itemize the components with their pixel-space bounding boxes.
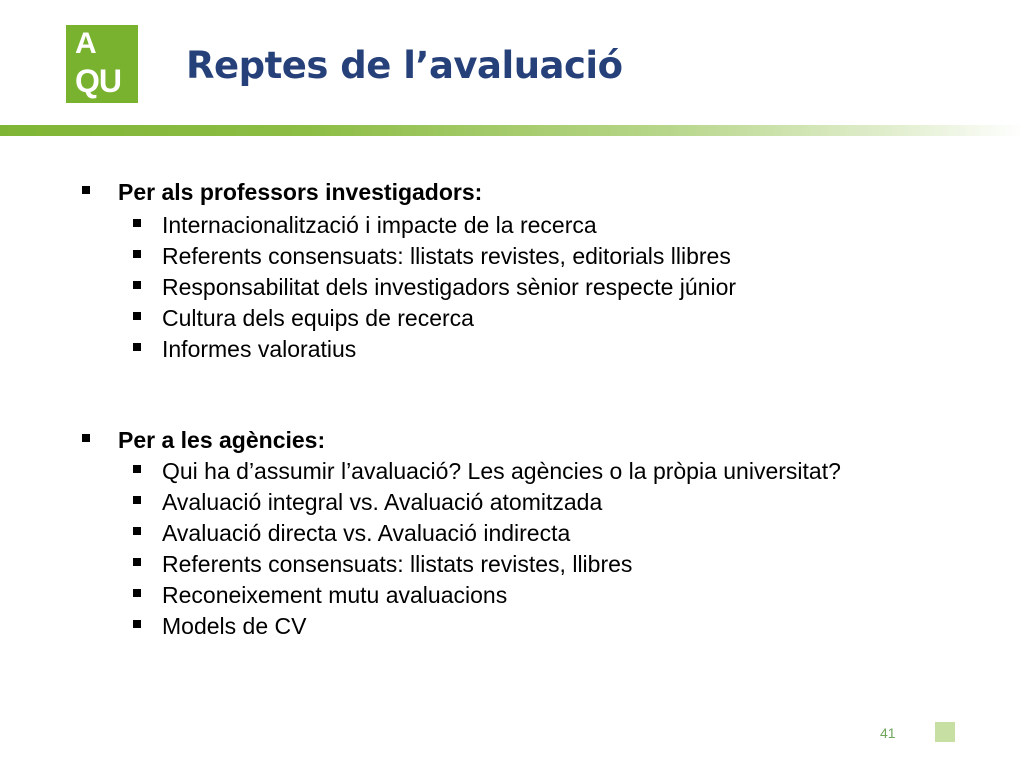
logo-letters-qu: QU	[75, 63, 121, 99]
bullet-icon	[133, 281, 141, 289]
slide-title: Reptes de l’avaluació	[186, 44, 623, 87]
bullet-icon	[133, 558, 141, 566]
bullet-icon	[133, 465, 141, 473]
bullet-icon	[82, 434, 90, 442]
list-item: Reconeixement mutu avaluacions	[162, 582, 508, 608]
list-item: Cultura dels equips de recerca	[162, 305, 474, 331]
bullet-icon	[133, 527, 141, 535]
logo-letter-a: A	[75, 27, 96, 60]
list-item: Referents consensuats: llistats revistes, editorials llibres	[162, 243, 731, 269]
page-number: 41	[880, 725, 896, 741]
bullet-icon	[133, 343, 141, 351]
list-item: Informes valoratius	[162, 336, 357, 362]
section-heading: Per als professors investigadors:	[118, 179, 483, 205]
bullet-icon	[133, 496, 141, 504]
list-item: Internacionalització i impacte de la recerca	[162, 212, 597, 238]
page-marker-square	[935, 722, 955, 742]
list-item: Avaluació integral vs. Avaluació atomitzada	[162, 489, 603, 515]
bullet-icon	[133, 589, 141, 597]
list-item: Responsabilitat dels investigadors sènior respecte júnior	[162, 274, 737, 300]
bullet-icon	[133, 250, 141, 258]
section-heading: Per a les agències:	[118, 427, 326, 453]
list-item: Avaluació directa vs. Avaluació indirecta	[162, 520, 571, 546]
bullet-icon	[133, 219, 141, 227]
list-item: Referents consensuats: llistats revistes, llibres	[162, 551, 633, 577]
bullet-icon	[133, 620, 141, 628]
list-item: Models de CV	[162, 613, 307, 639]
bullet-icon	[82, 186, 90, 194]
bullet-icon	[133, 312, 141, 320]
list-item: Qui ha d’assumir l’avaluació? Les agències o la pròpia universitat?	[162, 458, 841, 484]
